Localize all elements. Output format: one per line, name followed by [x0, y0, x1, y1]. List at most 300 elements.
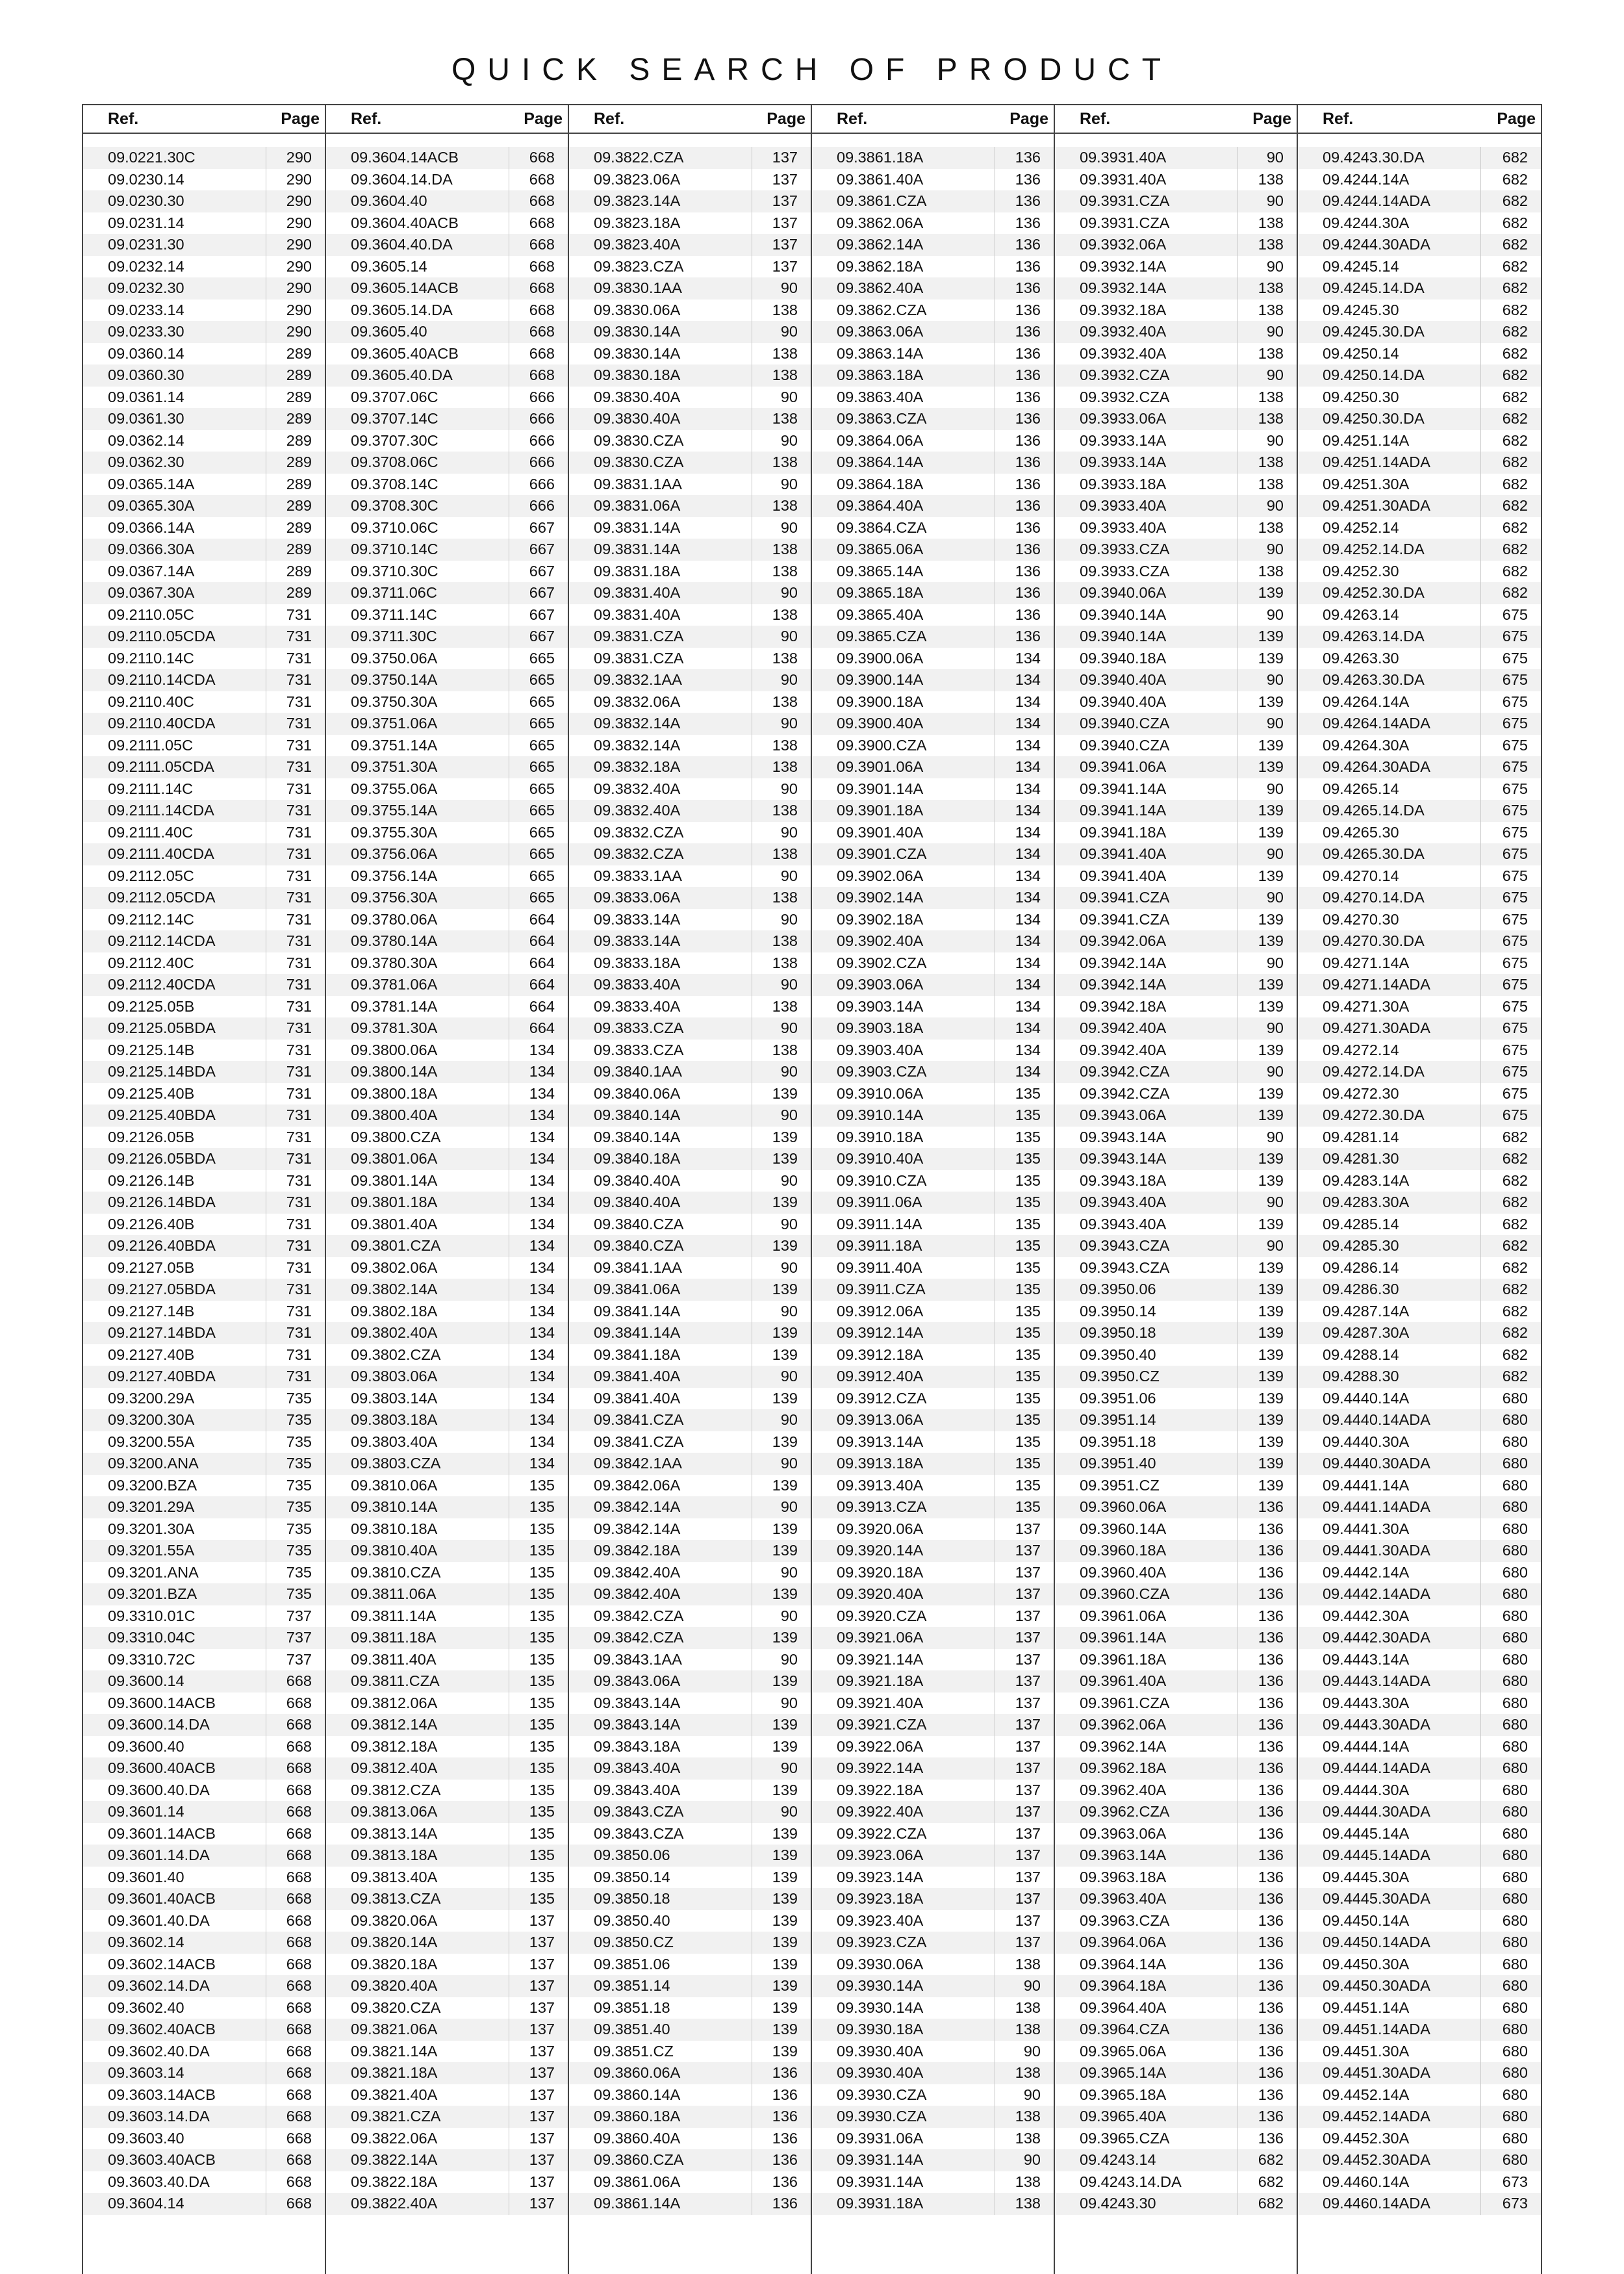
ref-cell: 09.0365.14A: [83, 474, 266, 496]
table-row: [83, 256, 325, 278]
ref-cell: 09.3940.CZA: [1055, 713, 1238, 735]
index-column: [1298, 104, 1541, 2274]
page-cell: 138: [772, 889, 798, 906]
ref-cell: 09.3941.40A: [1055, 843, 1238, 865]
page-cell: 135: [529, 1824, 555, 1842]
ref-cell: 09.3200.ANA: [83, 1453, 266, 1475]
table-row: [83, 626, 325, 648]
page-cell: 666: [529, 497, 555, 515]
page-cell: 139: [1258, 1215, 1284, 1233]
page-cell: 90: [780, 910, 798, 928]
page-cell: 90: [1266, 323, 1284, 340]
table-row: [1055, 1431, 1297, 1453]
ref-cell: 09.3602.40.DA: [83, 2041, 266, 2063]
ref-cell: 09.3940.40A: [1055, 669, 1238, 691]
ref-cell: 09.4451.30A: [1298, 2041, 1481, 2063]
table-row: [569, 909, 811, 931]
ref-cell: 09.3600.40.DA: [83, 1780, 266, 1802]
ref-cell: 09.3921.06A: [812, 1627, 995, 1649]
ref-cell: 09.3310.01C: [83, 1605, 266, 1628]
page-title: QUICK SEARCH OF PRODUCT: [451, 53, 1173, 87]
table-row: [83, 147, 325, 169]
table-row: [569, 1627, 811, 1649]
table-row: [569, 865, 811, 888]
page-cell: 90: [1266, 149, 1284, 166]
table-row: [569, 212, 811, 235]
ref-cell: 09.3840.18A: [569, 1148, 752, 1170]
page-cell: 668: [529, 301, 555, 318]
table-row: [1055, 952, 1297, 975]
table-row: [812, 1431, 1054, 1453]
table-row: [1298, 735, 1541, 757]
page-cell: 138: [772, 845, 798, 863]
ref-cell: 09.3964.14A: [1055, 1954, 1238, 1976]
page-cell: 139: [1258, 1476, 1284, 1494]
page-cell: 139: [1258, 1041, 1284, 1058]
table-row: [812, 865, 1054, 888]
table-row: [1055, 517, 1297, 539]
table-row: [1298, 2084, 1541, 2106]
table-row: [1055, 256, 1297, 278]
page-cell: 682: [1502, 475, 1528, 492]
ref-cell: 09.3812.18A: [326, 1736, 509, 1758]
page-cell: 90: [780, 584, 798, 602]
ref-cell: 09.3861.40A: [812, 169, 995, 191]
ref-cell: 09.4445.30A: [1298, 1867, 1481, 1889]
page-cell: 665: [529, 802, 555, 819]
page-cell: 139: [1258, 867, 1284, 884]
page-cell: 139: [1258, 1084, 1284, 1102]
table-row: [812, 2171, 1054, 2193]
page-cell: 136: [1015, 323, 1041, 340]
table-row: [569, 1344, 811, 1366]
table-row: [569, 517, 811, 539]
page-cell: 134: [1015, 1019, 1041, 1037]
page-cell: 680: [1502, 1846, 1528, 1864]
page-cell: 135: [529, 1716, 555, 1733]
ref-cell: 09.4263.30.DA: [1298, 669, 1481, 691]
table-row: [83, 1583, 325, 1605]
page-cell: 680: [1502, 2064, 1528, 2082]
table-row: [1298, 1932, 1541, 1954]
page-cell: 137: [529, 2195, 555, 2212]
ref-cell: 09.3820.14A: [326, 1932, 509, 1954]
page-cell: 139: [1258, 1150, 1284, 1168]
ref-cell: 09.2126.40BDA: [83, 1235, 266, 1257]
page-cell: 680: [1502, 1934, 1528, 1951]
ref-cell: 09.3922.CZA: [812, 1823, 995, 1845]
page-cell: 731: [286, 802, 312, 819]
ref-cell: 09.3862.40A: [812, 277, 995, 300]
ref-cell: 09.3842.14A: [569, 1518, 752, 1540]
ref-cell: 09.3832.18A: [569, 756, 752, 778]
ref-cell: 09.0361.30: [83, 408, 266, 430]
page-cell: 680: [1502, 1563, 1528, 1581]
page-cell: 136: [1015, 541, 1041, 558]
table-row: [812, 887, 1054, 909]
table-row: [1298, 1714, 1541, 1736]
page-cell: 139: [772, 1542, 798, 1559]
table-row: [326, 1997, 568, 2019]
ref-cell: 09.4450.14ADA: [1298, 1932, 1481, 1954]
page-cell: 675: [1502, 823, 1528, 841]
table-row: [569, 430, 811, 452]
ref-cell: 09.3751.06A: [326, 713, 509, 735]
ref-cell: 09.3922.14A: [812, 1757, 995, 1780]
page-cell: 135: [529, 1694, 555, 1711]
table-row: [569, 147, 811, 169]
ref-cell: 09.3201.55A: [83, 1540, 266, 1562]
table-row: [812, 1170, 1054, 1192]
page-cell: 136: [1015, 344, 1041, 362]
ref-cell: 09.3932.CZA: [1055, 364, 1238, 387]
page-cell: 668: [286, 1934, 312, 1951]
table-row: [83, 2128, 325, 2150]
page-cell: 289: [286, 366, 312, 384]
ref-cell: 09.3903.CZA: [812, 1061, 995, 1083]
page-cell: 136: [1015, 606, 1041, 623]
ref-cell: 09.2126.40B: [83, 1214, 266, 1236]
page-cell: 137: [1015, 1694, 1041, 1711]
table-row: [812, 1475, 1054, 1497]
page-cell: 682: [1502, 1281, 1528, 1298]
table-row: [1298, 1322, 1541, 1344]
page-cell: 731: [286, 889, 312, 906]
table-row: [1055, 190, 1297, 212]
ref-cell: 09.3823.06A: [569, 169, 752, 191]
table-row: [1055, 1453, 1297, 1475]
ref-cell: 09.3841.40A: [569, 1366, 752, 1388]
page-cell: 668: [286, 1781, 312, 1798]
table-row: [83, 669, 325, 691]
ref-cell: 09.4444.14A: [1298, 1736, 1481, 1758]
ref-cell: 09.3861.06A: [569, 2171, 752, 2193]
page-cell: 90: [1266, 257, 1284, 275]
table-row: [1298, 974, 1541, 996]
page-cell: 731: [286, 1258, 312, 1276]
ref-cell: 09.3711.06C: [326, 582, 509, 604]
table-row: [812, 2062, 1054, 2084]
page-cell: 134: [1015, 671, 1041, 689]
ref-cell: 09.3843.06A: [569, 1670, 752, 1693]
page-cell: 137: [1015, 1803, 1041, 1820]
table-row: [812, 169, 1054, 191]
page-cell: 682: [1502, 388, 1528, 405]
table-row: [812, 2106, 1054, 2128]
page-cell: 135: [529, 1629, 555, 1646]
ref-cell: 09.4442.30ADA: [1298, 1627, 1481, 1649]
page-cell: 682: [1502, 518, 1528, 536]
ref-cell: 09.4244.14A: [1298, 169, 1481, 191]
ref-cell: 09.3803.06A: [326, 1366, 509, 1388]
ref-cell: 09.2126.14B: [83, 1170, 266, 1192]
ref-cell: 09.3830.14A: [569, 343, 752, 365]
table-row: [1298, 561, 1541, 583]
ref-cell: 09.3711.30C: [326, 626, 509, 648]
table-row: [569, 474, 811, 496]
page-cell: 731: [286, 1084, 312, 1102]
ref-cell: 09.3833.CZA: [569, 1017, 752, 1040]
page-cell: 139: [1258, 1324, 1284, 1342]
ref-cell: 09.3903.18A: [812, 1017, 995, 1040]
ref-cell: 09.3813.40A: [326, 1867, 509, 1889]
table-row: [83, 1649, 325, 1671]
table-row: [83, 1214, 325, 1236]
column-header: [326, 104, 568, 134]
page-cell: 139: [1258, 584, 1284, 602]
ref-cell: 09.3863.CZA: [812, 408, 995, 430]
table-row: [569, 1431, 811, 1453]
page-cell: 668: [529, 236, 555, 253]
table-row: [326, 1867, 568, 1889]
table-row: [812, 1366, 1054, 1388]
column-header: [83, 104, 325, 134]
table-row: [83, 778, 325, 800]
table-row: [569, 190, 811, 212]
table-row: [326, 2019, 568, 2041]
ref-cell: 09.0221.30C: [83, 147, 266, 169]
page-cell: 136: [772, 2086, 798, 2103]
ref-cell: 09.3811.CZA: [326, 1670, 509, 1693]
table-row: [83, 1475, 325, 1497]
page-cell: 731: [286, 1194, 312, 1211]
ref-cell: 09.3863.14A: [812, 343, 995, 365]
ref-cell: 09.3911.14A: [812, 1214, 995, 1236]
ref-cell: 09.4450.30ADA: [1298, 1975, 1481, 1997]
page-cell: 675: [1502, 845, 1528, 863]
ref-cell: 09.3964.18A: [1055, 1975, 1238, 1997]
ref-cell: 09.4281.30: [1298, 1148, 1481, 1170]
ref-cell: 09.3951.18: [1055, 1431, 1238, 1453]
table-row: [1298, 1127, 1541, 1149]
table-row: [1055, 2041, 1297, 2063]
ref-cell: 09.2126.05B: [83, 1127, 266, 1149]
page-cell: 136: [1258, 1607, 1284, 1624]
page-cell: 136: [1258, 1694, 1284, 1711]
table-row: [812, 1997, 1054, 2019]
table-row: [1055, 474, 1297, 496]
table-row: [1298, 256, 1541, 278]
page-cell: 665: [529, 780, 555, 797]
page-cell: 137: [1015, 1716, 1041, 1733]
page-cell: 680: [1502, 1890, 1528, 1908]
ref-cell: 09.3961.40A: [1055, 1670, 1238, 1693]
page-cell: 680: [1502, 1585, 1528, 1603]
table-row: [569, 1670, 811, 1693]
table-row: [1298, 1910, 1541, 1932]
ref-cell: 09.3833.14A: [569, 909, 752, 931]
page-cell: 665: [529, 823, 555, 841]
ref-cell: 09.3913.CZA: [812, 1496, 995, 1518]
ref-cell: 09.3941.18A: [1055, 822, 1238, 844]
page-cell: 289: [286, 541, 312, 558]
ref-cell: 09.3603.14: [83, 2062, 266, 2084]
page-cell: 138: [1258, 518, 1284, 536]
table-row: [326, 212, 568, 235]
page-cell: 138: [1258, 562, 1284, 580]
table-row: [326, 2128, 568, 2150]
ref-cell: 09.3803.40A: [326, 1431, 509, 1453]
table-row: [569, 1453, 811, 1475]
ref-cell: 09.3600.40: [83, 1736, 266, 1758]
page-cell: 139: [772, 1672, 798, 1690]
table-row: [569, 1562, 811, 1584]
table-row: [83, 408, 325, 430]
page-cell: 289: [286, 497, 312, 515]
page-cell: 134: [529, 1171, 555, 1189]
table-row: [569, 1845, 811, 1867]
page-cell: 137: [529, 2151, 555, 2169]
table-row: [83, 517, 325, 539]
ref-cell: 09.4252.30: [1298, 561, 1481, 583]
ref-cell: 09.3933.14A: [1055, 452, 1238, 474]
table-row: [1298, 865, 1541, 888]
page-cell: 135: [1015, 1476, 1041, 1494]
page-cell: 136: [1015, 301, 1041, 318]
page-cell: 138: [772, 802, 798, 819]
ref-cell: 09.3951.14: [1055, 1409, 1238, 1431]
ref-cell: 09.4441.30A: [1298, 1518, 1481, 1540]
table-row: [83, 1496, 325, 1518]
table-row: [83, 604, 325, 626]
page-cell: 675: [1502, 1019, 1528, 1037]
ref-cell: 09.4450.30A: [1298, 1954, 1481, 1976]
ref-cell: 09.3780.14A: [326, 930, 509, 952]
table-row: [569, 2084, 811, 2106]
ref-header: Ref.: [1323, 109, 1354, 128]
page-cell: 139: [1258, 628, 1284, 645]
table-row: [326, 1605, 568, 1628]
table-row: [569, 1932, 811, 1954]
ref-cell: 09.4244.14ADA: [1298, 190, 1481, 212]
ref-cell: 09.3864.14A: [812, 452, 995, 474]
ref-cell: 09.4451.14ADA: [1298, 2019, 1481, 2041]
ref-cell: 09.4250.30.DA: [1298, 408, 1481, 430]
page-cell: 90: [1266, 1019, 1284, 1037]
ref-cell: 09.3860.14A: [569, 2084, 752, 2106]
page-cell: 135: [1015, 1150, 1041, 1168]
table-row: [1298, 1518, 1541, 1540]
ref-cell: 09.4441.30ADA: [1298, 1540, 1481, 1562]
page-cell: 137: [1015, 1737, 1041, 1755]
table-row: [1298, 1496, 1541, 1518]
page-cell: 289: [286, 410, 312, 428]
ref-cell: 09.4251.14ADA: [1298, 452, 1481, 474]
page-header: Page: [1252, 109, 1291, 128]
page-cell: 136: [772, 2129, 798, 2147]
table-row: [812, 234, 1054, 256]
page-cell: 136: [1258, 1498, 1284, 1516]
ref-cell: 09.3708.14C: [326, 474, 509, 496]
ref-cell: 09.3822.18A: [326, 2171, 509, 2193]
table-row: [569, 2062, 811, 2084]
page-cell: 90: [780, 1368, 798, 1385]
ref-cell: 09.4265.30.DA: [1298, 843, 1481, 865]
ref-cell: 09.3911.40A: [812, 1257, 995, 1279]
table-row: [569, 1954, 811, 1976]
table-row: [83, 1714, 325, 1736]
table-row: [326, 1017, 568, 1040]
ref-cell: 09.4265.14.DA: [1298, 800, 1481, 822]
table-row: [83, 387, 325, 409]
table-row: [812, 974, 1054, 996]
ref-cell: 09.3860.18A: [569, 2106, 752, 2128]
ref-cell: 09.3932.18A: [1055, 300, 1238, 322]
page-cell: 668: [286, 2151, 312, 2169]
table-row: [83, 952, 325, 975]
page-cell: 134: [1015, 693, 1041, 710]
table-row: [83, 1257, 325, 1279]
ref-cell: 09.3601.14: [83, 1801, 266, 1823]
ref-cell: 09.3830.14A: [569, 321, 752, 343]
ref-cell: 09.2125.14BDA: [83, 1061, 266, 1083]
table-row: [812, 1954, 1054, 1976]
table-row: [569, 1910, 811, 1932]
page-cell: 667: [529, 541, 555, 558]
ref-cell: 09.3605.14ACB: [326, 277, 509, 300]
ref-cell: 09.3813.CZA: [326, 1888, 509, 1910]
table-row: [1055, 1583, 1297, 1605]
page-cell: 136: [1258, 1999, 1284, 2016]
page-cell: 680: [1502, 2021, 1528, 2038]
page-cell: 90: [1266, 431, 1284, 449]
page-cell: 136: [1258, 1824, 1284, 1842]
page-cell: 680: [1502, 1650, 1528, 1668]
page-cell: 138: [1015, 2108, 1041, 2125]
ref-cell: 09.3920.18A: [812, 1562, 995, 1584]
ref-cell: 09.3965.CZA: [1055, 2128, 1238, 2150]
table-row: [326, 2084, 568, 2106]
page-cell: 675: [1502, 1084, 1528, 1102]
table-row: [83, 495, 325, 517]
ref-cell: 09.4287.14A: [1298, 1301, 1481, 1323]
table-row: [1298, 1540, 1541, 1562]
table-row: [1055, 1170, 1297, 1192]
page-cell: 680: [1502, 1977, 1528, 1995]
page-cell: 90: [780, 323, 798, 340]
ref-cell: 09.4443.14A: [1298, 1649, 1481, 1671]
ref-cell: 09.3821.14A: [326, 2041, 509, 2063]
page-cell: 135: [529, 1563, 555, 1581]
ref-cell: 09.4460.14ADA: [1298, 2193, 1481, 2215]
ref-cell: 09.4452.14A: [1298, 2084, 1481, 2106]
ref-cell: 09.3912.18A: [812, 1344, 995, 1366]
table-row: [1298, 1823, 1541, 1845]
page-cell: 134: [1015, 932, 1041, 950]
ref-cell: 09.3200.BZA: [83, 1475, 266, 1497]
page-cell: 668: [529, 279, 555, 297]
ref-cell: 09.0232.14: [83, 256, 266, 278]
table-row: [1298, 495, 1541, 517]
table-row: [1298, 909, 1541, 931]
table-row: [812, 1127, 1054, 1149]
page-cell: 136: [1015, 628, 1041, 645]
table-row: [326, 1388, 568, 1410]
page-cell: 668: [286, 2129, 312, 2147]
page-cell: 138: [1015, 2021, 1041, 2038]
table-row: [569, 1997, 811, 2019]
page-cell: 138: [772, 649, 798, 667]
page-cell: 731: [286, 823, 312, 841]
ref-cell: 09.3842.CZA: [569, 1605, 752, 1628]
ref-cell: 09.3964.CZA: [1055, 2019, 1238, 2041]
page-cell: 135: [529, 1542, 555, 1559]
ref-cell: 09.0232.30: [83, 277, 266, 300]
table-row: [83, 1192, 325, 1214]
row-list: [326, 134, 568, 2215]
ref-cell: 09.4452.30ADA: [1298, 2149, 1481, 2171]
page-cell: 136: [1258, 1781, 1284, 1798]
